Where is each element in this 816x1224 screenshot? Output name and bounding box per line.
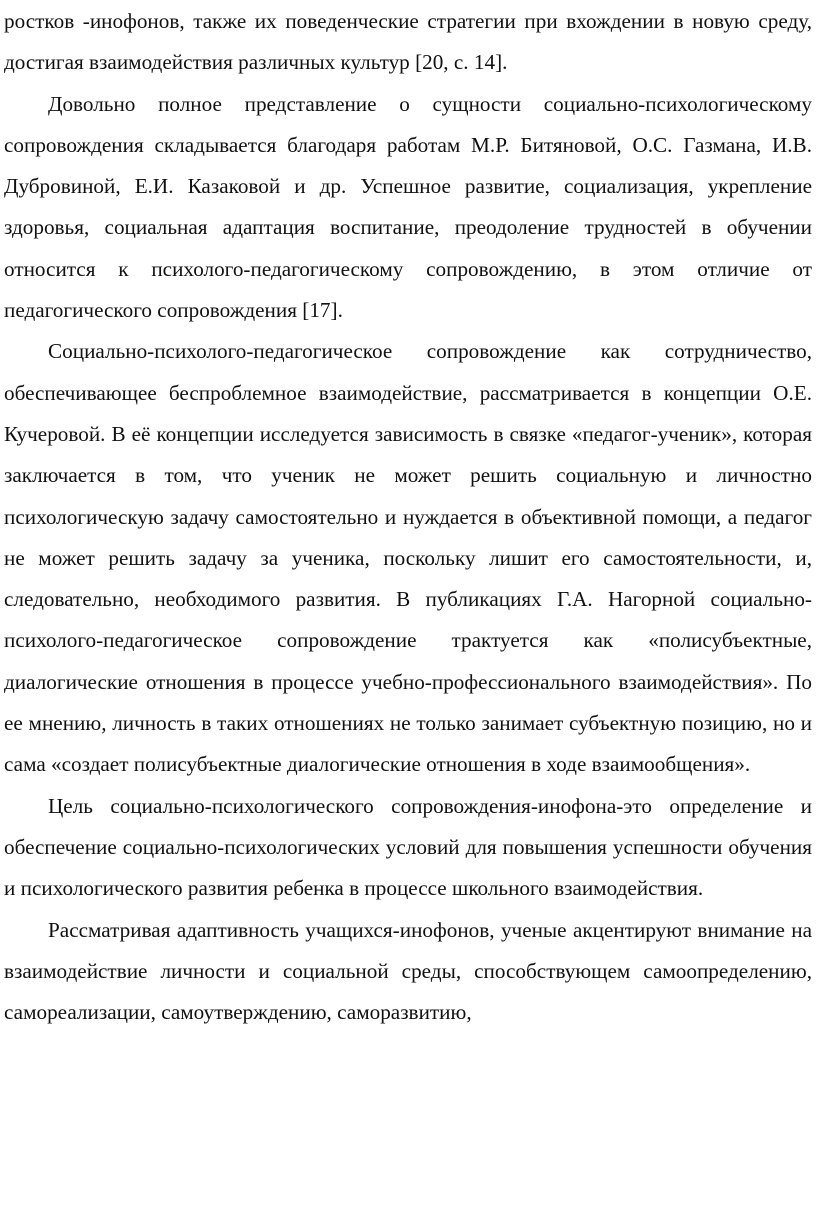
paragraph-3: Социально-психолого-педагогическое сопровождение как сотрудничество, обеспечивающее беспроблемное взаимодействие, рассматривается в концепции О.Е. Кучеровой. В её концепции исследуется зависимость в связке «педагог-ученик», которая заключается в том, что ученик не может решить социальную и личностно психологическую задачу самостоятельно и нуждается в объективной помощи, а педагог не может решить задачу за ученика, поскольку лишит его самостоятельности, и, следовательно, необходимого развития. В публикациях Г.А. Нагорной социально-психолого-педагогическое сопровождение трактуется как «полисубъектные, диалогические отношения в процессе учебно-профессионального взаимодействия». По ее мнению, личность в таких отношениях не только занимает субъектную позицию, но и сама «создает полисубъектные диалогические отношения в ходе взаимообщения». [4, 339, 812, 777]
paragraph-5: Рассматривая адаптивность учащихся-инофонов, ученые акцентируют внимание на взаимодействие личности и социальной среды, способствующем самоопределению, самореализации, самоутверждению, саморазвитию, [4, 917, 812, 1025]
paragraph-2: Довольно полное представление о сущности социально-психологическому сопровождения складывается благодаря работам М.Р. Битяновой, О.С. Газмана, И.В. Дубровиной, Е.И. Казаковой и др. Успешное развитие, социализация, укрепление здоровья, социальная адаптация воспитание, преодоление трудностей в обучении относится к психолого-педагогическому сопровождению, в этом отличие от педагогического сопровождения [17]. [4, 91, 812, 323]
paragraph-1: ростков -инофонов, также их поведенческие стратегии при вхождении в новую среду, достигая взаимодействия различных культур [20, с. 14]. [4, 9, 812, 75]
paragraph-4: Цель социально-психологического сопровождения-инофона-это определение и обеспечение социально-психологических условий для повышения успешности обучения и психологического развития ребенка в процессе школьного взаимодействия. [4, 793, 812, 901]
document-page [4, 0, 812, 1033]
